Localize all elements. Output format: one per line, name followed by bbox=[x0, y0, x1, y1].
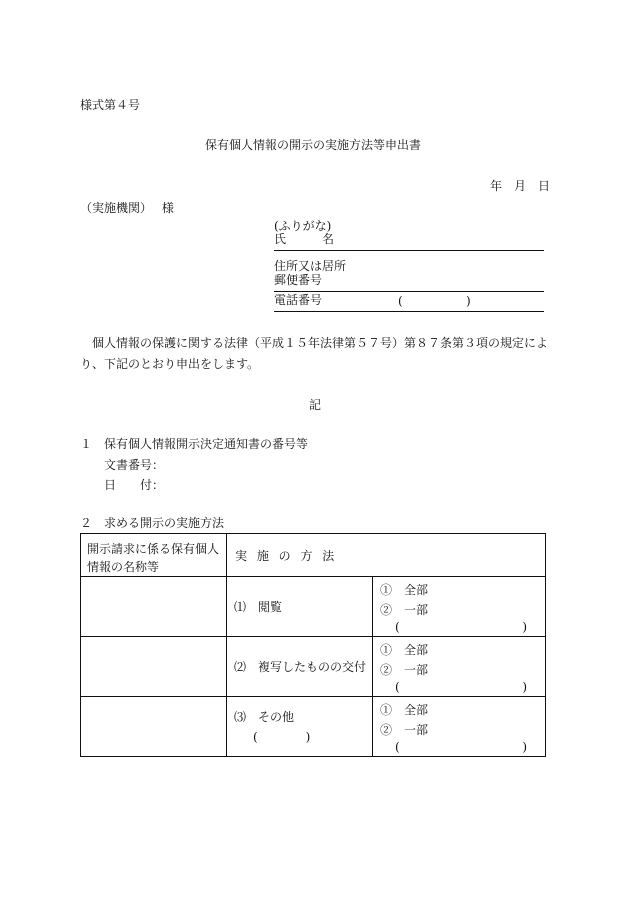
table-row bbox=[81, 577, 546, 637]
page-title: 保有個人情報の開示の実施方法等申出書 bbox=[205, 138, 422, 152]
col2-header-text: 実 施 の 方 法 bbox=[235, 548, 335, 563]
method-cell bbox=[227, 697, 373, 757]
paren-close: ) bbox=[522, 620, 528, 634]
info-name-cell[interactable] bbox=[81, 577, 227, 637]
body-text-line1: 個人情報の保護に関する法律（平成１５年法律第５７号）第８７条第３項の規定によ bbox=[92, 336, 549, 350]
body-text-line2: り、下記のとおり申出をします。 bbox=[80, 357, 260, 371]
paren-open: ( bbox=[395, 680, 400, 694]
phone-label: 電話番号 bbox=[274, 293, 323, 307]
postal-row bbox=[274, 273, 544, 292]
method-cell bbox=[227, 637, 373, 697]
method-label: ⑵ 複写したものの交付 bbox=[234, 660, 367, 674]
method-label: ⑶ その他 bbox=[234, 710, 295, 724]
info-name-cell[interactable] bbox=[81, 637, 227, 697]
paren-close: ) bbox=[522, 740, 528, 754]
paren-close: ) bbox=[522, 680, 528, 694]
option-all[interactable]: ① 全部 bbox=[380, 583, 429, 597]
method-label: ⑴ 閲覧 bbox=[234, 600, 283, 614]
scope-cell bbox=[373, 697, 546, 757]
methods-table bbox=[80, 533, 546, 757]
name-label: 氏 名 bbox=[274, 232, 335, 246]
recipient: （実施機関） 様 bbox=[80, 201, 174, 215]
col1-header bbox=[81, 534, 227, 577]
method-cell bbox=[227, 577, 373, 637]
paren-open: ( bbox=[395, 740, 400, 754]
phone-paren-close: ) bbox=[466, 294, 471, 308]
scope-cell bbox=[373, 577, 546, 637]
table-row bbox=[81, 697, 546, 757]
option-part[interactable]: ② 一部 bbox=[380, 603, 429, 617]
name-row bbox=[274, 232, 544, 251]
table-header-row bbox=[81, 534, 546, 577]
notice-date-label: 日 付： bbox=[104, 478, 165, 492]
col1-header-line1: 開示請求に係る保有個人 bbox=[87, 542, 220, 556]
section1-heading: １ 保有個人情報開示決定通知書の番号等 bbox=[80, 437, 309, 451]
other-method-paren[interactable]: ( ) bbox=[253, 730, 311, 744]
ki-heading: 記 bbox=[309, 398, 322, 412]
furigana-label: (ふりがな) bbox=[274, 219, 332, 233]
col1-header-line2: 情報の名称等 bbox=[87, 560, 160, 574]
info-name-cell[interactable] bbox=[81, 697, 227, 757]
phone-row bbox=[274, 293, 544, 312]
option-all[interactable]: ① 全部 bbox=[380, 703, 429, 717]
form-number: 様式第４号 bbox=[80, 98, 141, 112]
postal-label: 郵便番号 bbox=[274, 273, 323, 287]
option-part[interactable]: ② 一部 bbox=[380, 723, 429, 737]
table-row bbox=[81, 637, 546, 697]
phone-paren-open: ( bbox=[398, 294, 403, 308]
option-part[interactable]: ② 一部 bbox=[380, 663, 429, 677]
doc-number-label: 文書番号： bbox=[104, 458, 165, 472]
paren-open: ( bbox=[395, 620, 400, 634]
section2-heading: ２ 求める開示の実施方法 bbox=[80, 516, 225, 530]
col2-header bbox=[227, 534, 546, 577]
scope-cell bbox=[373, 637, 546, 697]
option-all[interactable]: ① 全部 bbox=[380, 643, 429, 657]
date-line: 年 月 日 bbox=[490, 179, 551, 193]
address-label: 住所又は居所 bbox=[274, 259, 347, 273]
